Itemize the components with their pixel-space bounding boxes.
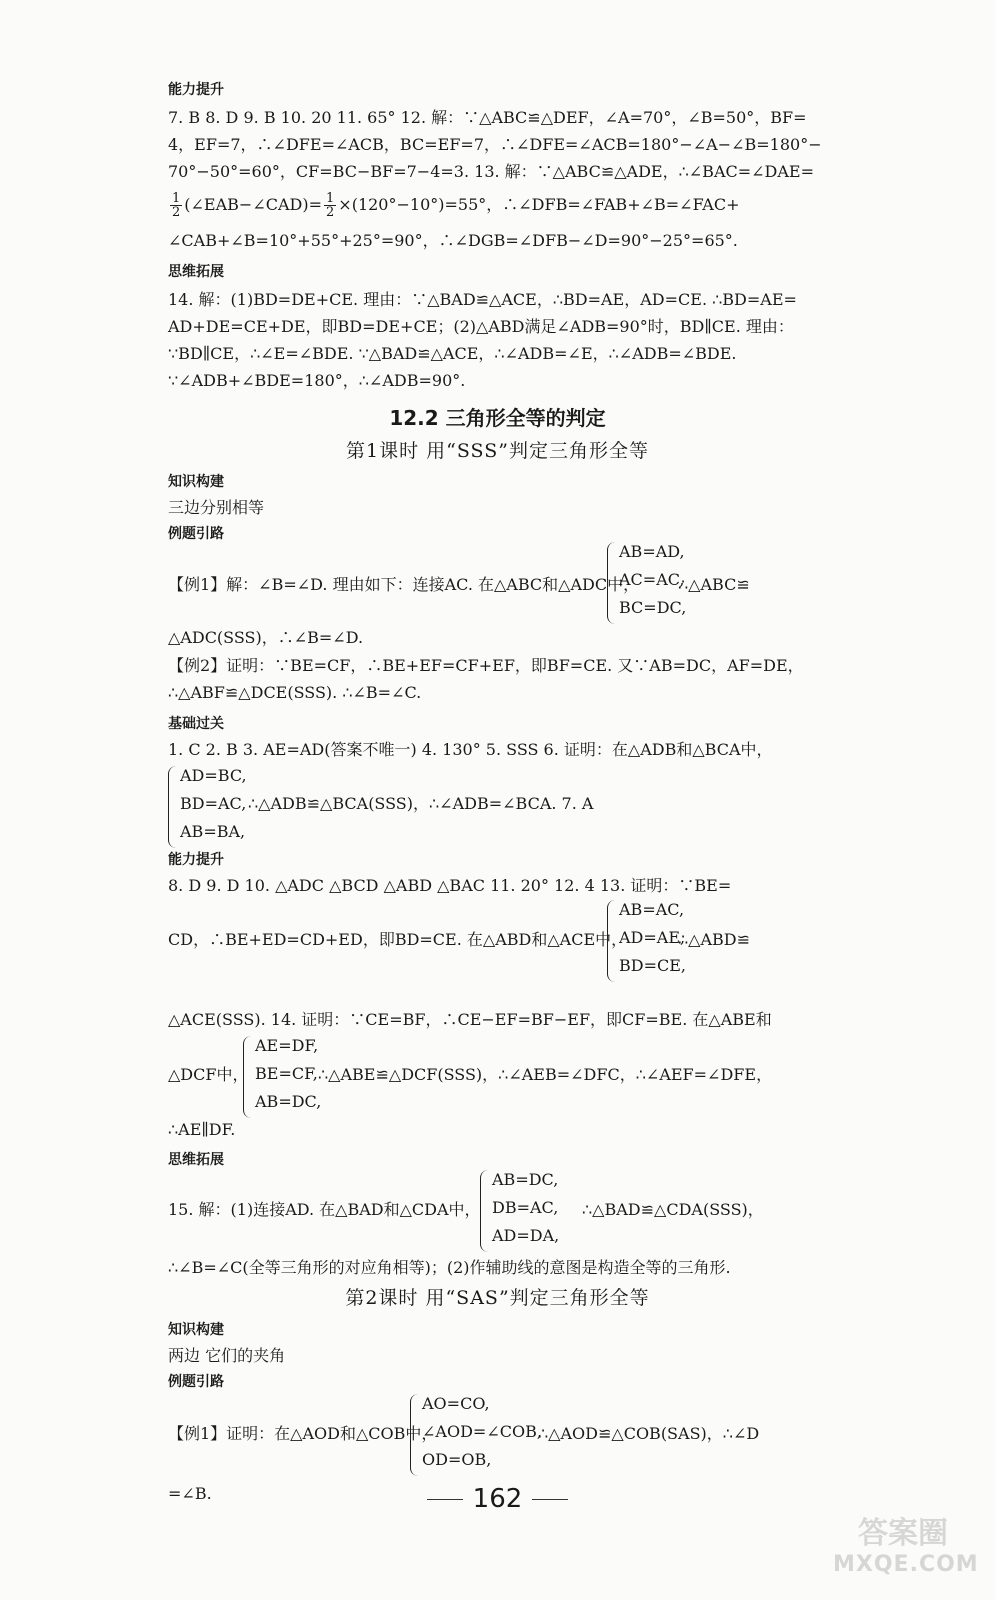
heading-examples: 例题引路 [168,526,224,542]
heading-thinking: 思维拓展 [168,1152,224,1168]
page-number: 162 [0,1484,995,1514]
answer-line: =∠B. [168,1484,212,1503]
heading-thinking: 思维拓展 [168,264,224,280]
answer-line: 15. 解：(1)连接AD. 在△BAD和△CDA中， [168,1200,481,1219]
example-2-line: 【例2】证明：∵BE=CF，∴BE+EF=CF+EF，即BF=CE. 又∵AB=DC，AF=DE， [168,656,804,675]
equation: AB=DC, [492,1170,559,1189]
brace [480,1170,491,1252]
heading-knowledge: 知识构建 [168,474,224,490]
equation-system [168,766,248,848]
heading-basic: 基础过关 [168,716,224,732]
equation-system [480,1170,560,1252]
example-1-conclusion: ∴△AOD≌△COB(SAS)，∴∠D [538,1424,760,1443]
knowledge-answer: 三边分别相等 [168,498,265,517]
heading-ability: 能力提升 [168,82,224,98]
watermark-logo: 答案圈 MXQE.COM [833,1516,979,1577]
example-1-intro: 【例1】证明：在△AOD和△COB中， [168,1424,438,1443]
answer-line: ∴△BAD≌△CDA(SSS)， [582,1200,764,1219]
equation: AD=DA, [492,1226,560,1245]
heading-ability: 能力提升 [168,852,224,868]
brace [168,766,179,848]
heading-knowledge: 知识构建 [168,1322,224,1338]
equation: AD=AE, [619,928,686,947]
answer-line: ∴AE∥DF. [168,1120,236,1139]
answer-line: △DCF中， [168,1065,249,1084]
equation-system [607,542,687,624]
answer-line: ∵BD∥CE，∴∠E=∠BDE. ∵△BAD≌△ACE，∴∠ADB=∠E，∴∠ADB=∠BDE. [168,344,737,363]
answer-line: 8. D 9. D 10. △ADC △BCD △ABD △BAC 11. 20° 12. 4 13. 证明：∵BE= [168,876,732,895]
answer-line: △ACE(SSS). 14. 证明：∵CE=BF，∴CE−EF=BF−EF，即CF=BE. 在△ABE和 [168,1010,772,1029]
equation: DB=AC, [492,1198,559,1217]
equation: AO=CO, [422,1394,490,1413]
answer-line: 70°−50°=60°，CF=BC−BF=7−4=3. 13. 解：∵△ABC≌△ADE，∴∠BAC=∠DAE= [168,162,815,181]
equation: AB=BA, [180,822,246,841]
equation-system [410,1394,542,1476]
heading-examples: 例题引路 [168,1374,224,1390]
equation: AC=AC, [619,570,685,589]
answer-line: 14. 解：(1)BD=DE+CE. 理由：∵△BAD≌△ACE，∴BD=AE，AD=CE. ∴BD=AE= [168,290,797,309]
answer-line: ∴∠B=∠C(全等三角形的对应角相等)；(2)作辅助线的意图是构造全等的三角形. [168,1258,731,1277]
fraction: $\frac{1}{2}$ [172,191,181,220]
answer-line: ∴△ABD≌ [678,930,751,949]
example-1-intro: 【例1】解：∠B=∠D. 理由如下：连接AC. 在△ABC和△ADC中， [168,575,640,594]
equation-system [243,1036,323,1118]
equation: ∠AOD=∠COB, [422,1422,542,1441]
equation: BE=CF, [255,1064,318,1083]
answer-line: ∴△ADB≌△BCA(SSS)，∴∠ADB=∠BCA. 7. A [248,794,594,813]
equation: BD=AC, [180,794,247,813]
brace [607,542,618,624]
answer-line: 4，EF=7，∴∠DFE=∠ACB，BC=EF=7，∴∠DFE=∠ACB=180°−∠A−∠B=180°− [168,135,822,154]
brace [410,1394,421,1476]
equation-system [607,900,687,982]
answer-line: △ADC(SSS)，∴∠B=∠D. [168,628,364,647]
example-1-conclusion: ∴△ABC≌ [678,575,750,594]
brace [243,1036,254,1118]
knowledge-answer: 两边 它们的夹角 [168,1346,286,1365]
example-2-line: ∴△ABF≌△DCE(SSS). ∴∠B=∠C. [168,683,422,702]
answer-line: AD+DE=CE+DE，即BD=DE+CE；(2)△ABD满足∠ADB=90°时，BD∥CE. 理由： [168,317,794,336]
equation: AB=AD, [619,542,685,561]
answer-line: 7. B 8. D 9. B 10. 20 11. 65° 12. 解：∵△ABC≌△DEF，∠A=70°，∠B=50°，BF= [168,108,807,127]
fraction: $\frac{1}{2}$ [326,191,335,220]
equation: AB=DC, [255,1092,322,1111]
equation: AB=AC, [619,900,685,919]
brace [607,900,618,982]
answer-line: 1. C 2. B 3. AE=AD(答案不唯一) 4. 130° 5. SSS 6. 证明：在△ADB和△BCA中， [168,740,773,759]
equation: AD=BC, [180,766,247,785]
answer-line-fraction: $\frac{1}{2}$ (∠EAB−∠CAD)= $\frac{1}{2}$ ×(120°−10°)=55°，∴∠DFB=∠FAB+∠B=∠FAC+ [172,191,740,220]
answer-line: ∴△ABE≌△DCF(SSS)，∴∠AEB=∠DFC，∴∠AEF=∠DFE， [318,1065,773,1084]
equation: OD=OB, [422,1450,492,1469]
equation: BD=CE, [619,956,686,975]
answer-line: CD，∴BE+ED=CD+ED，即BD=CE. 在△ABD和△ACE中， [168,930,628,949]
equation: AE=DF, [255,1036,319,1055]
lesson-title: 第1课时 用“SSS”判定三角形全等 [346,440,649,462]
answer-line: ∵∠ADB+∠BDE=180°，∴∠ADB=90°. [168,371,466,390]
equation: BC=DC, [619,598,687,617]
answer-line: ∠CAB+∠B=10°+55°+25°=90°，∴∠DGB=∠DFB−∠D=90°−25°=65°. [168,231,738,250]
lesson-title: 第2课时 用“SAS”判定三角形全等 [345,1287,650,1309]
section-title: 12.2 三角形全等的判定 [389,406,606,430]
